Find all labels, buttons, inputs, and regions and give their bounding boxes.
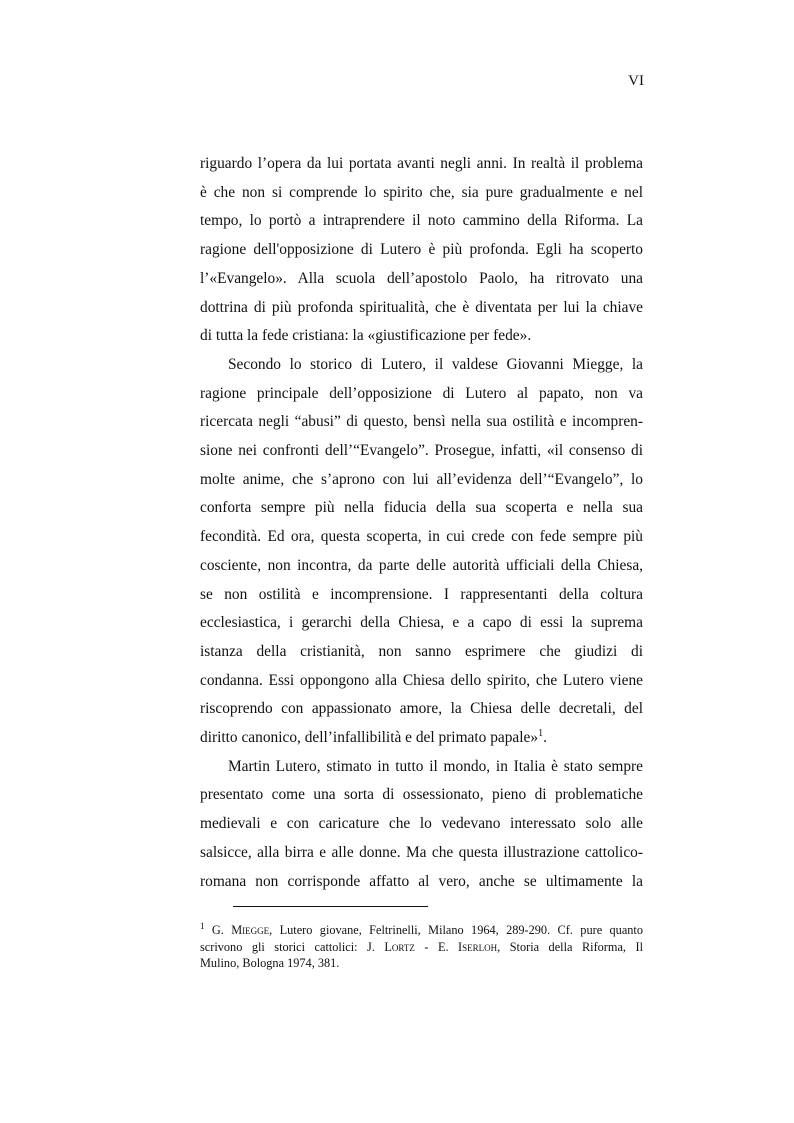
text-line: riscoprendo con appassionato amore, la Chiesa delle decretali, del [200, 700, 643, 718]
text-line: ragione dell'opposizione di Lutero è più profonda. Egli ha scoperto [200, 241, 643, 259]
text-line: presentato come una sorta di ossessionato, pieno di problematiche [200, 786, 643, 804]
author-name-smallcaps: serloh [462, 939, 498, 954]
paragraph-2 [200, 351, 643, 753]
paragraph-3 [200, 753, 643, 897]
author-name-smallcaps: iegge [242, 923, 270, 937]
text-line: Secondo lo storico di Lutero, il valdese Giovanni Miegge, la [228, 355, 643, 373]
text-line: istanza della cristianità, non sanno esprimere che giudizi di [200, 642, 643, 660]
body-text [200, 150, 643, 896]
text-line: ragione principale dell’opposizione di Lutero al papato, non va [200, 384, 643, 402]
text-segment: , Storia della Riforma, Il [497, 939, 643, 954]
text-segment: scrivono gli storici cattolici: J. L [200, 939, 392, 954]
footnote-reference[interactable]: 1 [538, 727, 544, 739]
footnote-line [200, 939, 643, 956]
footnote-number: 1 [200, 922, 205, 931]
text-line: riguardo l’opera da lui portata avanti negli anni. In realtà il problema [200, 155, 643, 172]
text-line: sione nei confronti dell’“Evangelo”. Prosegue, infatti, «il consenso di [200, 442, 643, 460]
text-line: l’«Evangelo». Alla scuola dell’apostolo Paolo, ha ritrovato una [200, 269, 643, 287]
text-line: dottrina di più profonda spiritualità, che è diventata per lui la chiave [200, 298, 643, 316]
text-line: condanna. Essi oppongono alla Chiesa dello spirito, che Lutero viene [200, 671, 643, 689]
text-line: ecclesiastica, i gerarchi della Chiesa, e a capo di essi la suprema [200, 614, 643, 632]
text-line: ricercata negli “abusi” di questo, bensì nella sua ostilità e incompren- [200, 413, 643, 431]
text-segment: . [543, 729, 547, 747]
footnote [200, 922, 643, 972]
text-line: conforta sempre più nella fiducia della sua scoperta e nella sua [200, 499, 643, 517]
text-line: Martin Lutero, stimato in tutto il mondo, in Italia è stato sempre [228, 757, 643, 775]
text-line: fecondità. Ed ora, questa scoperta, in cui crede con fede sempre più [200, 528, 643, 546]
footnote-line [200, 922, 643, 939]
text-line: tempo, lo portò a intraprendere il noto cammino della Riforma. La [200, 212, 643, 230]
text-segment: , Lutero giovane, Feltrinelli, Milano 1964, 289-290. Cf. pure quanto [269, 923, 643, 937]
text-line: salsicce, alla birra e alle donne. Ma che questa illustrazione cattolico- [200, 843, 643, 861]
text-segment: diritto canonico, dell’infallibilità e del primato papale» [200, 729, 539, 747]
author-name-smallcaps: ortz [391, 939, 415, 954]
page-number: VI [628, 73, 644, 89]
text-segment: G. M [211, 923, 243, 937]
text-line: cosciente, non incontra, da parte delle autorità ufficiali della Chiesa, [200, 556, 643, 574]
footnote-line: Mulino, Bologna 1974, 381. [200, 956, 340, 970]
text-line: romana non corrisponde affatto al vero, anche se ultimamente la [200, 872, 643, 890]
text-line: molte anime, che s’aprono con lui all’evidenza dell’“Evangelo”, lo [200, 470, 643, 488]
paragraph-1 [200, 150, 643, 351]
text-line: di tutta la fede cristiana: la «giustificazione per fede». [200, 327, 532, 345]
footnote-separator [233, 906, 428, 907]
text-line: se non ostilità e incomprensione. I rappresentanti della coltura [200, 585, 643, 603]
text-segment: - E. I [414, 939, 463, 954]
text-line [200, 724, 643, 753]
text-line: medievali e con caricature che lo vedevano interessato solo alle [200, 815, 643, 833]
text-line: è che non si comprende lo spirito che, sia pure gradualmente e nel [200, 183, 643, 201]
